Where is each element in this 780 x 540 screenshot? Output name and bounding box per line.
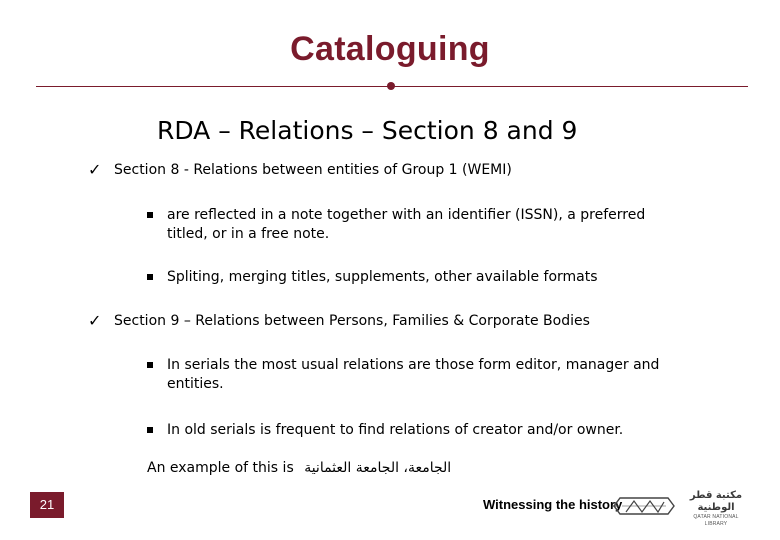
subbullet-item	[147, 356, 687, 394]
subbullet-text: In serials the most usual relations are those form editor, manager and entities.	[167, 357, 660, 392]
page-number: 21	[30, 492, 64, 518]
slide-title: Cataloguing	[290, 30, 490, 68]
library-logo	[684, 490, 748, 527]
subbullet-item	[147, 206, 687, 244]
slide-subtitle: RDA – Relations – Section 8 and 9	[157, 116, 578, 145]
title-divider-dot	[387, 82, 395, 90]
square-bullet-icon	[147, 427, 153, 433]
square-bullet-icon	[147, 362, 153, 368]
subbullet-text: are reflected in a note together with an identifier (ISSN), a preferred titled, or in a free note.	[167, 207, 646, 242]
subbullet-item	[147, 268, 687, 287]
bullet-text: Section 8 - Relations between entities of Group 1 (WEMI)	[114, 162, 512, 178]
heritage-library-logo-icon	[612, 494, 676, 518]
square-bullet-icon	[147, 274, 153, 280]
checkmark-icon: ✓	[88, 160, 102, 179]
footer-tagline: Witnessing the history	[483, 497, 623, 512]
library-logo-english: QATAR NATIONAL LIBRARY	[693, 514, 739, 527]
square-bullet-icon	[147, 212, 153, 218]
checkmark-icon: ✓	[88, 311, 102, 330]
subbullet-text: Spliting, merging titles, supplements, other available formats	[167, 269, 598, 285]
subbullet-text: In old serials is frequent to find relations of creator and/or owner.	[167, 422, 624, 438]
bullet-text: Section 9 – Relations between Persons, Families & Corporate Bodies	[114, 313, 590, 329]
library-logo-arabic: مكتبة قطر الوطنية	[689, 490, 743, 513]
example-arabic: الجامعة، الجامعة العثمانية	[304, 460, 452, 476]
subbullet-item	[147, 421, 687, 440]
example-line	[147, 460, 451, 476]
example-prefix: An example of this is	[147, 460, 294, 476]
